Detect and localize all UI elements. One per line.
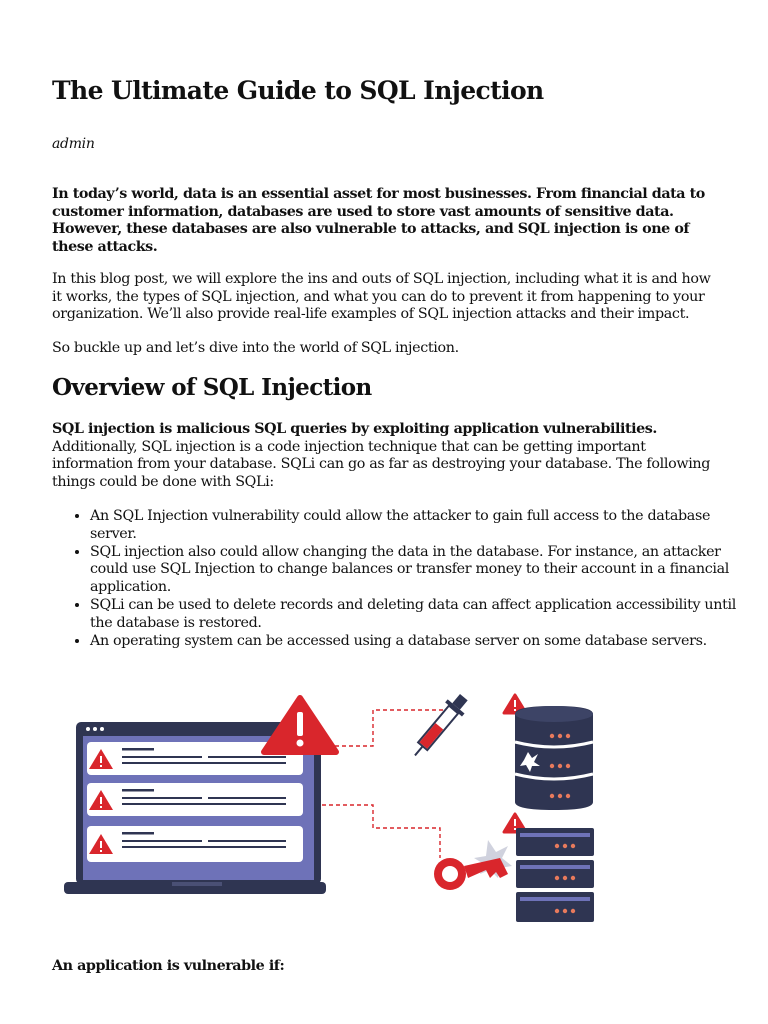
author-name[interactable]: admin [52, 136, 95, 152]
key-icon [434, 840, 512, 890]
syringe-icon [407, 690, 473, 762]
sql-injection-illustration [60, 680, 620, 930]
overview-bold-sentence: SQL injection is malicious SQL queries by exploiting application vulnerabilities. [52, 421, 657, 437]
list-item: • SQL injection also could allow changing the data in the database. For instance, an attacker could use SQL Injection to change balances or transfer money to their account in a financial application. [90, 544, 740, 597]
list-item: • An SQL Injection vulnerability could allow the attacker to gain full access to the database server. [90, 508, 740, 544]
intro-closing-paragraph: So buckle up and let’s dive into the world of SQL injection. [52, 340, 459, 356]
overview-paragraph [52, 421, 724, 491]
screen-card [87, 783, 303, 816]
database-icon [515, 706, 593, 810]
page-title: The Ultimate Guide to SQL Injection [52, 76, 544, 105]
list-item: • SQLi can be used to delete records and deleting data can affect application accessibility until the database is restored. [90, 597, 740, 633]
screen-card [87, 826, 303, 862]
sqli-bullet-list [74, 508, 740, 650]
intro-paragraph: In this blog post, we will explore the ins and outs of SQL injection, including what it is and how it works, the types of SQL injection, and what you can do to prevent it from happening to your organization. We’ll also provide real-life examples of SQL injection attacks and their impact. [52, 271, 711, 322]
list-item: • An operating system can be accessed using a database server on some database servers. [90, 633, 740, 651]
server-rack-icon [516, 828, 594, 922]
vulnerable-if-heading: An application is vulnerable if: [52, 958, 285, 974]
section-heading: Overview of SQL Injection [52, 374, 372, 401]
lead-paragraph: In today’s world, data is an essential asset for most businesses. From financial data to customer information, databases are used to store vast amounts of sensitive data. However, these databases are also vulnerable to attacks, and SQL injection is one of these attacks. [52, 186, 705, 255]
overview-text: Additionally, SQL injection is a code injection technique that can be getting important information from your database. SQLi can go as far as destroying your database. The following things could be done with SQLi: [52, 438, 711, 490]
